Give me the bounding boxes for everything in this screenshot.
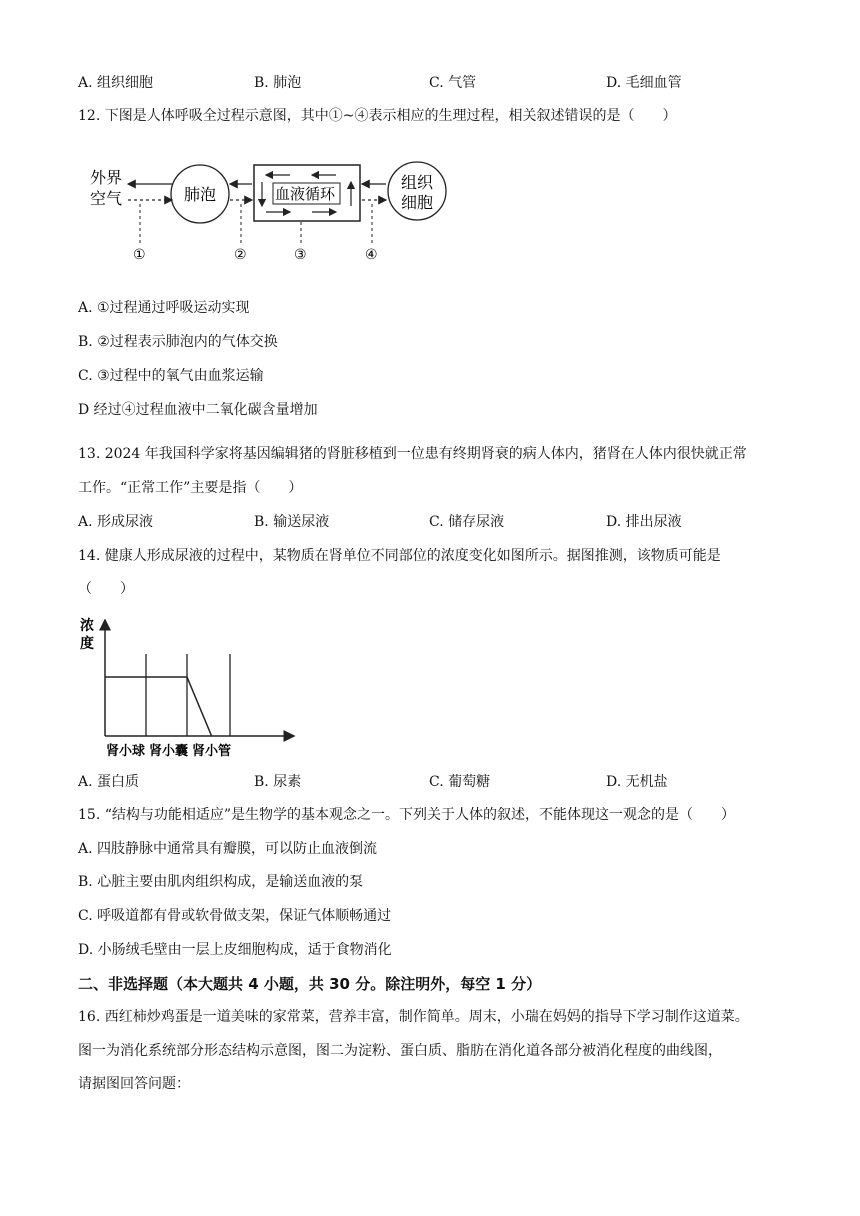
q14-option-b: B. 尿素: [254, 774, 302, 790]
chart-ylabel-2: 度: [80, 636, 94, 652]
respiration-diagram: [80, 150, 450, 275]
q14-stem-line-2: （ ）: [78, 581, 134, 597]
q15-option-a: A. 四肢静脉中通常具有瓣膜，可以防止血液倒流: [78, 841, 378, 857]
marker-3: ③: [294, 247, 307, 263]
alveoli-label: 肺泡: [184, 185, 217, 204]
x-tick-label: 肾小囊: [149, 744, 189, 759]
q13-stem-line-2: 工作。“正常工作”主要是指（ ）: [78, 480, 303, 496]
q16-line-1: 16. 西红柿炒鸡蛋是一道美味的家常菜，营养丰富，制作简单。周末，小瑞在妈妈的指导下学习制作这道菜。: [78, 1009, 749, 1025]
q11-option-c: C. 气管: [429, 75, 477, 91]
q15-stem: 15. “结构与功能相适应”是生物学的基本观念之一。下列关于人体的叙述，不能体现这一观念的是（ ）: [78, 807, 736, 823]
q12-option-d: D 经过④过程血液中二氧化碳含量增加: [78, 402, 318, 418]
q13-option-d: D. 排出尿液: [606, 514, 682, 530]
q14-stem-line-1: 14. 健康人形成尿液的过程中，某物质在肾单位不同部位的浓度变化如图所示。据图推测，该物质可能是: [78, 548, 721, 564]
q12-option-a: A. ①过程通过呼吸运动实现: [78, 300, 250, 316]
q14-option-d: D. 无机盐: [606, 774, 668, 790]
blood-circulation-label: 血液循环: [275, 185, 336, 203]
x-tick-label: 肾小球: [106, 744, 146, 759]
outside-air-label-2: 空气: [90, 189, 123, 208]
section-2-title: 二、非选择题（本大题共 4 小题，共 30 分。除注明外，每空 1 分）: [78, 975, 542, 993]
tissue-cell-label-2: 细胞: [401, 193, 434, 212]
q16-line-2: 图一为消化系统部分形态结构示意图，图二为淀粉、蛋白质、脂肪在消化道各部分被消化程度的曲线图，: [78, 1043, 722, 1059]
concentration-line: [105, 677, 212, 736]
q12-option-c: C. ③过程中的氧气由血浆运输: [78, 368, 264, 384]
marker-1: ①: [133, 247, 146, 263]
q11-option-d: D. 毛细血管: [606, 75, 682, 91]
concentration-chart: [76, 612, 306, 762]
q13-option-b: B. 输送尿液: [254, 514, 330, 530]
marker-2: ②: [234, 247, 247, 263]
q15-option-c: C. 呼吸道都有骨或软骨做支架，保证气体顺畅通过: [78, 908, 392, 924]
q16-line-3: 请据图回答问题：: [78, 1076, 190, 1092]
q13-option-a: A. 形成尿液: [78, 514, 154, 530]
q15-option-b: B. 心脏主要由肌肉组织构成，是输送血液的泵: [78, 874, 364, 890]
chart-ylabel-1: 浓: [80, 618, 94, 634]
q13-option-c: C. 储存尿液: [429, 514, 505, 530]
outside-air-label-1: 外界: [90, 168, 123, 187]
q12-stem: 12. 下图是人体呼吸全过程示意图，其中①~④表示相应的生理过程，相关叙述错误的是（ ）: [78, 108, 677, 124]
marker-4: ④: [365, 247, 378, 263]
q13-stem-line-1: 13. 2024 年我国科学家将基因编辑猪的肾脏移植到一位患有终期肾衰的病人体内，猪肾在人体内很快就正常: [78, 446, 747, 462]
q15-option-d: D. 小肠绒毛壁由一层上皮细胞构成，适于食物消化: [78, 942, 392, 958]
q11-option-a: A. 组织细胞: [78, 75, 154, 91]
tissue-cell-label-1: 组织: [401, 173, 434, 192]
q11-option-b: B. 肺泡: [254, 75, 302, 91]
x-tick-label: 肾小管: [192, 744, 232, 759]
q12-option-b: B. ②过程表示肺泡内的气体交换: [78, 334, 278, 350]
q14-option-c: C. 葡萄糖: [429, 774, 491, 790]
q14-option-a: A. 蛋白质: [78, 774, 140, 790]
